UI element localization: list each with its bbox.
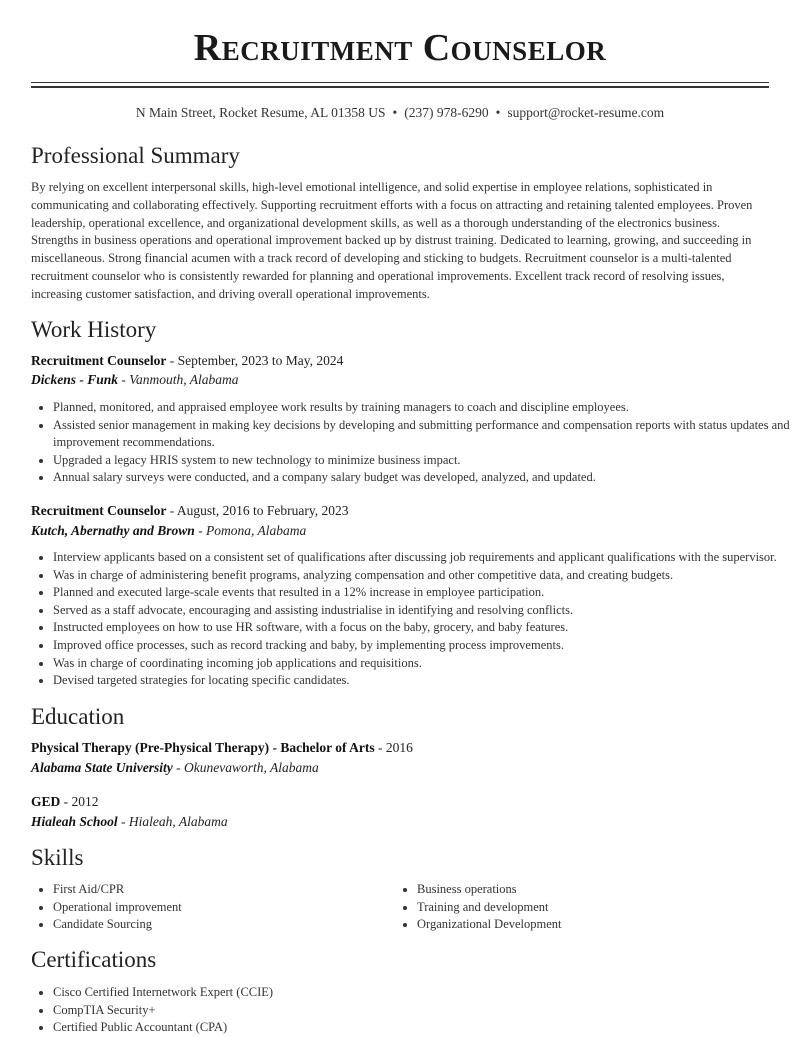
job-location: - Pomona, Alabama: [194, 523, 307, 538]
skill-item: • Organizational Development: [417, 916, 757, 934]
job-company: Kutch, Abernathy and Brown: [31, 523, 195, 538]
job-bullet: • Was in charge of coordinating incoming job applications and requisitions.: [53, 655, 791, 673]
job-title-line: [31, 353, 343, 369]
summary-text: By relying on excellent interpersonal skills, high-level emotional intelligence, and solid expertise in employee relations, sophisticated in communicating and collaborating effectively. Supporting recruitment efforts with a focus on attracting and retaining talented employees. Proven leadership, operational excellence, and organizational development skills, as well as a thorough understanding of the electronics business. Strengths in business operations and operational improvement backed up by distrust training. Dedicated to learning, growing, and succeeding in miscellaneous. Strong financial acumen with a track record of developing and sticking to budgets. Recruitment counselor is a multi-talented recruitment counselor who is consistently rewarded for planning and operational improvements. Excellent track record of resolving issues, increasing customer satisfaction, and driving overall operational improvements.: [31, 180, 753, 301]
job-bullet: • Upgraded a legacy HRIS system to new technology to minimize business impact.: [53, 452, 791, 470]
skills-heading: Skills: [31, 845, 84, 870]
skill-item: • Business operations: [417, 881, 757, 899]
summary-heading: Professional Summary: [31, 143, 240, 168]
job-bullet: • Instructed employees on how to use HR software, with a focus on the baby, grocery, and baby features.: [53, 619, 791, 637]
education-school: Hialeah School: [31, 814, 118, 829]
skill-item: • Training and development: [417, 899, 757, 917]
contact-email: support@rocket-resume.com: [507, 105, 665, 120]
job-bullet: • Was in charge of administering benefit programs, analyzing compensation and other competitive data, and creating budgets.: [53, 567, 791, 585]
job-bullet: • Planned and executed large-scale events that resulted in a 12% increase in employee participation.: [53, 584, 791, 602]
job-dates: - September, 2023 to May, 2024: [166, 353, 344, 368]
education-location: - Okunevaworth, Alabama: [172, 760, 319, 775]
job-bullets: [31, 399, 791, 487]
job-dates: - August, 2016 to February, 2023: [166, 503, 349, 518]
skill-item: • Operational improvement: [53, 899, 393, 917]
job-bullet: • Improved office processes, such as record tracking and baby, by implementing process improvements.: [53, 637, 791, 655]
certification-item: • Cisco Certified Internetwork Expert (CCIE): [53, 984, 791, 1002]
certifications-heading: Certifications: [31, 947, 157, 972]
education-year: - 2012: [60, 794, 99, 809]
job-bullets: [31, 549, 791, 690]
work-history-heading: Work History: [31, 317, 157, 342]
job-bullet: • Served as a staff advocate, encouraging and assisting industrialise in identifying and resolving conflicts.: [53, 602, 791, 620]
education-heading: Education: [31, 704, 125, 729]
job-title-line: [31, 503, 348, 519]
education-degree: GED: [31, 794, 61, 809]
job-role: Recruitment Counselor: [31, 503, 167, 518]
job-company: Dickens - Funk: [31, 372, 119, 387]
job-company-line: [31, 372, 239, 388]
education-school: Alabama State University: [31, 760, 173, 775]
candidate-name: Recruitment Counselor: [193, 27, 607, 69]
contact-address: N Main Street, Rocket Resume, AL 01358 US: [135, 105, 386, 120]
skills-list-right: [395, 881, 757, 934]
job-bullet: • Interview applicants based on a consistent set of qualifications after discussing job requirements and applicant qualifications with the supervisor.: [53, 549, 791, 567]
education-degree-line: [31, 794, 99, 810]
skill-item: • Candidate Sourcing: [53, 916, 393, 934]
job-bullet: • Annual salary surveys were conducted, and a company salary budget was developed, analyzed, and updated.: [53, 469, 791, 487]
job-role: Recruitment Counselor: [31, 353, 167, 368]
job-location: - Vanmouth, Alabama: [118, 372, 239, 387]
education-year: - 2016: [374, 740, 413, 755]
header-divider-thin: [31, 82, 769, 83]
separator-dot: •: [495, 105, 501, 120]
education-degree: Physical Therapy (Pre-Physical Therapy) - Bachelor of Arts: [31, 740, 375, 755]
job-company-line: [31, 523, 306, 539]
contact-line: [0, 105, 800, 121]
education-school-line: [31, 760, 319, 776]
certification-item: • CompTIA Security+: [53, 1002, 791, 1020]
header-divider-thick: [31, 86, 769, 88]
education-location: - Hialeah, Alabama: [117, 814, 228, 829]
contact-phone: (237) 978-6290: [404, 105, 489, 120]
certifications-list: [31, 984, 791, 1037]
education-degree-line: [31, 740, 413, 756]
education-school-line: [31, 814, 228, 830]
skill-item: • First Aid/CPR: [53, 881, 393, 899]
job-bullet: • Assisted senior management in making key decisions by developing and submitting performance and compensation reports with status updates and improvement recommendations.: [53, 417, 791, 452]
separator-dot: •: [392, 105, 398, 120]
certification-item: • Certified Public Accountant (CPA): [53, 1019, 791, 1037]
job-bullet: • Planned, monitored, and appraised employee work results by training managers to coach and discipline employees.: [53, 399, 791, 417]
skills-list-left: [31, 881, 393, 934]
job-bullet: • Devised targeted strategies for locating specific candidates.: [53, 672, 791, 690]
